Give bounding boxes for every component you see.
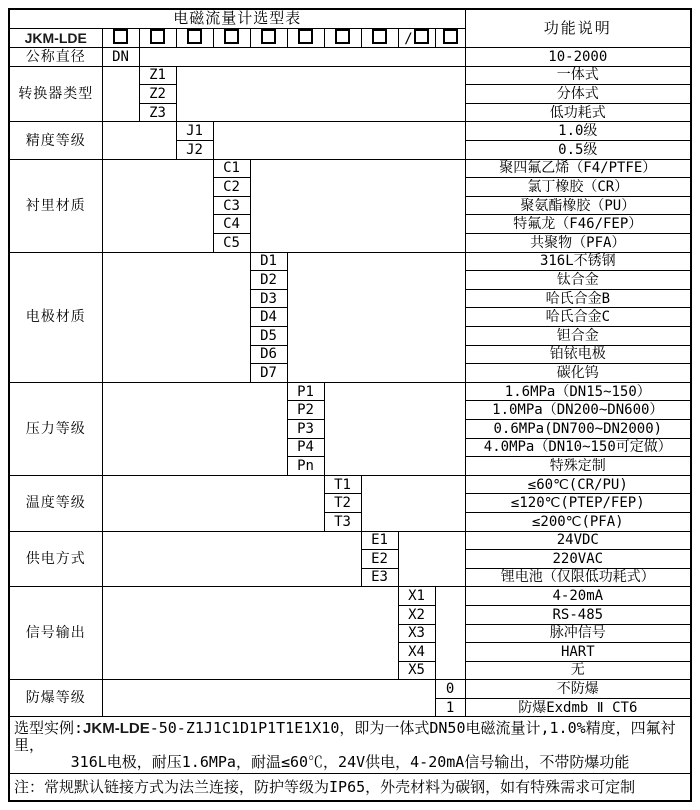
section-label: 信号输出: [9, 587, 102, 680]
spec-checkbox-cell[interactable]: [139, 29, 176, 48]
title-row: [9, 9, 691, 29]
desc-cell: 0.5级: [465, 141, 691, 160]
code-cell: E3: [361, 568, 398, 587]
code-cell: T1: [324, 475, 361, 494]
filler-cell: [250, 159, 465, 252]
spacer-cell: [102, 680, 435, 717]
desc-cell: 特殊定制: [465, 457, 691, 476]
code-cell: X4: [398, 643, 435, 662]
filler-cell: [324, 382, 465, 475]
spec-checkbox-cell[interactable]: [102, 29, 139, 48]
filler-cell: [213, 122, 465, 159]
desc-cell: 一体式: [465, 66, 691, 85]
code-cell: E1: [361, 531, 398, 550]
filler-cell: [287, 252, 465, 382]
spec-checkbox-cell[interactable]: [287, 29, 324, 48]
checkbox-icon: [150, 29, 165, 44]
spec-row: [9, 587, 691, 606]
example-model: JKM-LDE: [83, 719, 150, 737]
code-cell: D5: [250, 327, 287, 346]
code-cell: Z3: [139, 103, 176, 122]
code-cell: Z2: [139, 85, 176, 104]
desc-cell: 铂铱电极: [465, 345, 691, 364]
desc-cell: 0.6MPa(DN700~DN2000): [465, 419, 691, 438]
spacer-cell: [102, 122, 176, 159]
code-cell: P3: [287, 419, 324, 438]
desc-cell: 聚氨酯橡胶（PU）: [465, 196, 691, 215]
spacer-cell: [102, 252, 250, 382]
desc-cell: 锂电池（仅限低功耗式）: [465, 568, 691, 587]
spacer-cell: [102, 66, 139, 122]
desc-cell: 低功耗式: [465, 103, 691, 122]
spec-row: [9, 252, 691, 271]
code-cell: X3: [398, 624, 435, 643]
checkbox-icon: [443, 29, 458, 44]
code-cell: J2: [176, 141, 213, 160]
code-cell: 1: [435, 698, 465, 717]
checkbox-icon: [224, 29, 239, 44]
note-row: [9, 774, 691, 802]
checkbox-icon: [335, 29, 350, 44]
checkbox-icon: [372, 29, 387, 44]
spec-checkbox-cell[interactable]: [324, 29, 361, 48]
desc-cell: 1.6MPa（DN15~150）: [465, 382, 691, 401]
desc-cell: 聚四氟乙烯（F4/PTFE）: [465, 159, 691, 178]
desc-cell: ≤60℃(CR/PU): [465, 475, 691, 494]
example-prefix: 选型实例:: [14, 718, 84, 737]
desc-cell: 10-2000: [465, 48, 691, 67]
spec-row: [9, 531, 691, 550]
desc-cell: 1.0级: [465, 122, 691, 141]
example-line1: [14, 720, 686, 755]
filler-cell: [361, 475, 465, 531]
code-cell: C3: [213, 196, 250, 215]
spec-checkbox-cell[interactable]: [361, 29, 398, 48]
desc-cell: 不防爆: [465, 680, 691, 699]
spec-row: [9, 680, 691, 699]
section-label: 温度等级: [9, 475, 102, 531]
code-cell: T3: [324, 512, 361, 531]
code-cell: X2: [398, 605, 435, 624]
desc-cell: 防爆Exdmb Ⅱ CT6: [465, 698, 691, 717]
code-cell: X1: [398, 587, 435, 606]
desc-cell: 特氟龙（F46/FEP）: [465, 215, 691, 234]
desc-cell: 哈氏合金C: [465, 308, 691, 327]
desc-cell: 220VAC: [465, 550, 691, 569]
spacer-cell: [102, 159, 213, 252]
checkbox-icon: [187, 29, 202, 44]
desc-cell: 碳化钨: [465, 364, 691, 383]
spec-row: [9, 48, 691, 67]
spacer-cell: [102, 587, 398, 680]
spec-checkbox-cell[interactable]: [250, 29, 287, 48]
desc-cell: 4-20mA: [465, 587, 691, 606]
spec-checkbox-cell[interactable]: [176, 29, 213, 48]
function-column-header: 功能说明: [465, 9, 691, 48]
desc-cell: 钛合金: [465, 271, 691, 290]
code-cell: D1: [250, 252, 287, 271]
spec-row: [9, 475, 691, 494]
spec-checkbox-cell[interactable]: [435, 29, 465, 48]
checkbox-icon: [414, 29, 429, 44]
code-cell: D6: [250, 345, 287, 364]
desc-cell: 1.0MPa（DN200~DN600）: [465, 401, 691, 420]
spec-checkbox-cell[interactable]: [398, 29, 435, 48]
spec-row: [9, 122, 691, 141]
spec-row: [9, 159, 691, 178]
model-code-label: JKM-LDE: [9, 29, 102, 48]
section-label: 精度等级: [9, 122, 102, 159]
section-label: 防爆等级: [9, 680, 102, 717]
filler-cell: [176, 66, 465, 122]
code-cell: C2: [213, 178, 250, 197]
note-text: 注：常规默认链接方式为法兰连接，防护等级为IP65，外壳材料为碳钢，如有特殊需求可定制: [9, 774, 691, 802]
desc-cell: 脉冲信号: [465, 624, 691, 643]
section-label: 供电方式: [9, 531, 102, 587]
code-cell: DN: [102, 48, 139, 67]
filler-cell: [435, 587, 465, 680]
desc-cell: 共聚物（PFA）: [465, 234, 691, 253]
code-cell: P4: [287, 438, 324, 457]
section-label: 公称直径: [9, 48, 102, 67]
desc-cell: 316L不锈钢: [465, 252, 691, 271]
checkbox-icon: [298, 29, 313, 44]
section-label: 电极材质: [9, 252, 102, 382]
code-cell: C4: [213, 215, 250, 234]
filler-cell: [139, 48, 465, 67]
desc-cell: 氯丁橡胶（CR）: [465, 178, 691, 197]
code-cell: 0: [435, 680, 465, 699]
code-cell: D7: [250, 364, 287, 383]
spacer-cell: [102, 531, 361, 587]
selection-table: [8, 8, 692, 802]
code-cell: X5: [398, 661, 435, 680]
checkbox-icon: [113, 29, 128, 44]
section-label: 衬里材质: [9, 159, 102, 252]
code-cell: D4: [250, 308, 287, 327]
desc-cell: 钽合金: [465, 327, 691, 346]
desc-cell: 哈氏合金B: [465, 289, 691, 308]
spec-checkbox-cell[interactable]: [213, 29, 250, 48]
spec-row: [9, 66, 691, 85]
desc-cell: 无: [465, 661, 691, 680]
code-cell: Pn: [287, 457, 324, 476]
example-rest: -50-Z1J1C1D1P1T1E1X10，即为一体式DN50电磁流量计,1.0%精度，四氟衬里，: [14, 718, 676, 754]
desc-cell: 24VDC: [465, 531, 691, 550]
section-label: 压力等级: [9, 382, 102, 475]
code-cell: C5: [213, 234, 250, 253]
desc-cell: 4.0MPa（DN10~150可定做）: [465, 438, 691, 457]
section-label: 转换器类型: [9, 66, 102, 122]
code-cell: J1: [176, 122, 213, 141]
example-line2: 316L电极，耐压1.6MPa，耐温≤60℃，24V供电，4-20mA信号输出，不带防爆功能: [70, 753, 630, 772]
example-row: [9, 717, 691, 774]
code-cell: Z1: [139, 66, 176, 85]
code-cell: P2: [287, 401, 324, 420]
code-cell: T2: [324, 494, 361, 513]
spec-row: [9, 382, 691, 401]
spacer-cell: [102, 382, 287, 475]
table-title: 电磁流量计选型表: [9, 9, 465, 29]
desc-cell: ≤200℃(PFA): [465, 512, 691, 531]
spacer-cell: [102, 475, 324, 531]
code-cell: D2: [250, 271, 287, 290]
desc-cell: 分体式: [465, 85, 691, 104]
slash-mark: /: [404, 31, 413, 47]
code-cell: C1: [213, 159, 250, 178]
desc-cell: RS-485: [465, 605, 691, 624]
desc-cell: HART: [465, 643, 691, 662]
code-cell: E2: [361, 550, 398, 569]
selection-example: [9, 717, 691, 774]
checkbox-icon: [261, 29, 276, 44]
filler-cell: [398, 531, 465, 587]
desc-cell: ≤120℃(PTEP/FEP): [465, 494, 691, 513]
code-cell: P1: [287, 382, 324, 401]
code-cell: D3: [250, 289, 287, 308]
